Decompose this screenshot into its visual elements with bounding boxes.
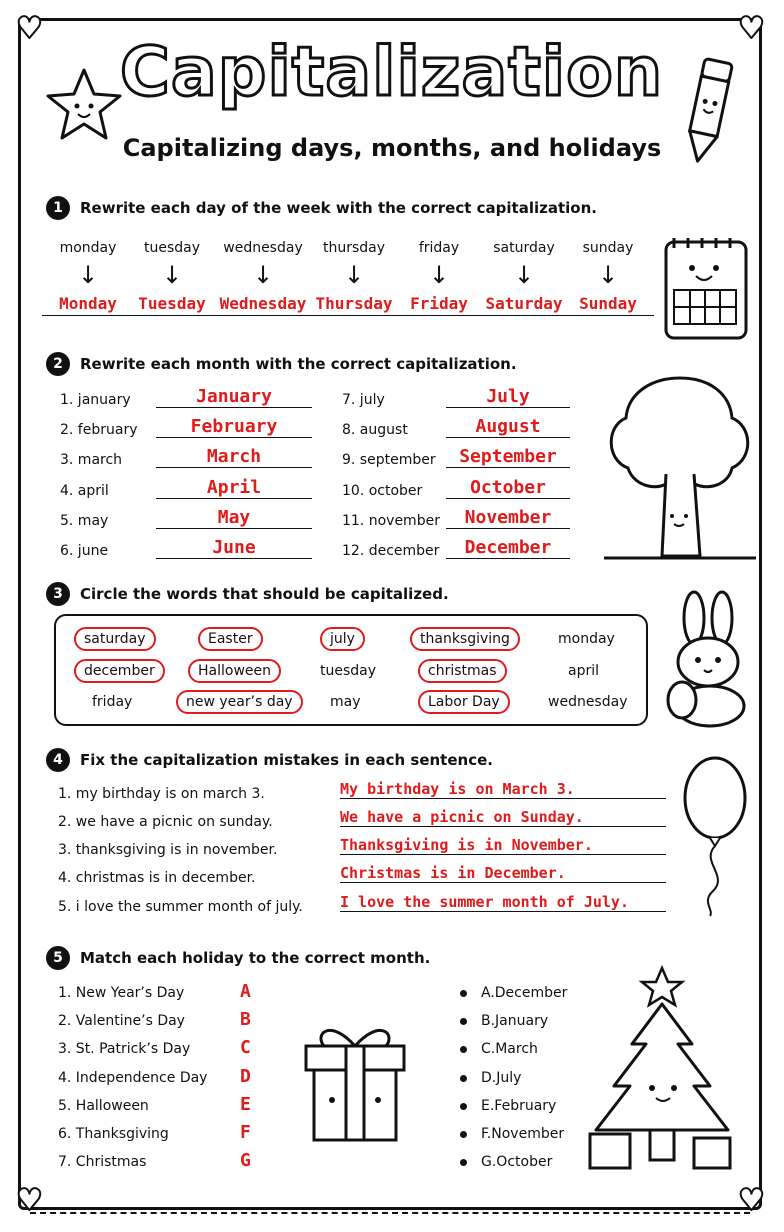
month-question: 2. february <box>60 422 138 438</box>
month-answer: January <box>156 386 312 408</box>
match-letter: C <box>240 1037 251 1058</box>
page-subtitle: Capitalizing days, months, and holidays <box>122 134 662 162</box>
month-question: 4. april <box>60 483 109 499</box>
answer: Sunday <box>562 294 654 316</box>
month-option: B.January <box>460 1013 548 1029</box>
day-item: wednesday ↓ Wednesday <box>213 240 313 316</box>
month-answer: September <box>446 446 570 468</box>
holiday-item: 6. Thanksgiving <box>58 1126 169 1142</box>
month-answer: July <box>446 386 570 408</box>
section-number: 4 <box>46 748 70 772</box>
circled-word: december <box>74 659 165 683</box>
month-question: 5. may <box>60 513 109 529</box>
section-number: 2 <box>46 352 70 376</box>
circled-word: new year’s day <box>176 690 303 714</box>
section-5-header <box>46 946 430 970</box>
circled-word: christmas <box>418 659 507 683</box>
sentence-answer: I love the summer month of July. <box>340 893 666 912</box>
section-2-header <box>46 352 517 376</box>
section-instruction: Match each holiday to the correct month. <box>80 949 431 967</box>
tree-icon <box>600 370 760 566</box>
sentence-answer: Christmas is in December. <box>340 864 666 883</box>
holiday-item: 3. St. Patrick’s Day <box>58 1041 191 1057</box>
word: wednesday <box>548 694 628 710</box>
answer: Tuesday <box>126 294 218 316</box>
sentence-question: 3. thanksgiving is in november. <box>58 842 278 858</box>
month-answer: March <box>156 446 312 468</box>
section-4-header <box>46 748 493 772</box>
day-item: monday ↓ Monday <box>38 240 138 316</box>
bottom-dashed-line <box>30 1212 750 1214</box>
month-question: 11. november <box>342 513 440 529</box>
match-letter: F <box>240 1122 251 1143</box>
heart-icon: ♥ <box>738 11 765 46</box>
section-1-header <box>46 196 597 220</box>
month-option: E.February <box>460 1098 556 1114</box>
sentence-question: 1. my birthday is on march 3. <box>58 786 265 802</box>
calendar-icon <box>658 228 758 344</box>
word: may <box>330 694 361 710</box>
word: friday <box>92 694 133 710</box>
month-option: G.October <box>460 1154 552 1170</box>
month-answer: August <box>446 416 570 438</box>
day-item: thursday ↓ Thursday <box>304 240 404 316</box>
section-number: 3 <box>46 582 70 606</box>
day-item: sunday ↓ Sunday <box>558 240 658 316</box>
month-answer: June <box>156 537 312 559</box>
match-letter: B <box>240 1009 251 1030</box>
month-answer: April <box>156 477 312 499</box>
month-question: 3. march <box>60 452 123 468</box>
month-question: 8. august <box>342 422 408 438</box>
balloon-icon <box>680 752 750 918</box>
holiday-item: 5. Halloween <box>58 1098 149 1114</box>
month-option: A.December <box>460 985 567 1001</box>
holiday-item: 7. Christmas <box>58 1154 147 1170</box>
circled-word: Halloween <box>188 659 281 683</box>
section-number: 1 <box>46 196 70 220</box>
bunny-icon <box>660 590 756 730</box>
section-instruction: Circle the words that should be capitalized. <box>80 585 449 603</box>
heart-icon: ♥ <box>16 1183 43 1218</box>
section-instruction: Rewrite each day of the week with the correct capitalization. <box>80 199 597 217</box>
month-answer: November <box>446 507 570 529</box>
christmas-tree-icon <box>584 964 754 1178</box>
section-instruction: Rewrite each month with the correct capitalization. <box>80 355 517 373</box>
month-answer: December <box>446 537 570 559</box>
circled-word: Labor Day <box>418 690 510 714</box>
circled-word: thanksgiving <box>410 627 520 651</box>
section-3-header <box>46 582 449 606</box>
answer: Saturday <box>478 294 570 316</box>
month-question: 6. june <box>60 543 109 559</box>
month-option: F.November <box>460 1126 564 1142</box>
month-option: D.July <box>460 1070 521 1086</box>
day-item: friday ↓ Friday <box>389 240 489 316</box>
month-answer: February <box>156 416 312 438</box>
word: tuesday <box>320 663 377 679</box>
month-question: 7. july <box>342 392 385 408</box>
circled-word: Easter <box>198 627 263 651</box>
word: monday <box>558 631 615 647</box>
holiday-item: 2. Valentine’s Day <box>58 1013 185 1029</box>
match-letter: G <box>240 1150 251 1171</box>
circled-word: july <box>320 627 365 651</box>
month-question: 1. january <box>60 392 131 408</box>
sentence-answer: Thanksgiving is in November. <box>340 836 666 855</box>
holiday-item: 1. New Year’s Day <box>58 985 185 1001</box>
sentence-question: 4. christmas is in december. <box>58 870 256 886</box>
day-item: tuesday ↓ Tuesday <box>122 240 222 316</box>
sentence-question: 2. we have a picnic on sunday. <box>58 814 273 830</box>
gift-icon <box>290 1000 420 1150</box>
match-letter: D <box>240 1066 251 1087</box>
section-number: 5 <box>46 946 70 970</box>
answer: Wednesday <box>217 294 309 316</box>
month-question: 9. september <box>342 452 436 468</box>
match-letter: E <box>240 1094 251 1115</box>
heart-icon: ♥ <box>16 11 43 46</box>
circled-word: saturday <box>74 627 156 651</box>
answer: Monday <box>42 294 134 316</box>
month-question: 12. december <box>342 543 440 559</box>
month-option: C.March <box>460 1041 538 1057</box>
month-answer: May <box>156 507 312 529</box>
section-instruction: Fix the capitalization mistakes in each sentence. <box>80 751 493 769</box>
heart-icon: ♥ <box>738 1183 765 1218</box>
sentence-answer: We have a picnic on Sunday. <box>340 808 666 827</box>
month-answer: October <box>446 477 570 499</box>
month-question: 10. october <box>342 483 423 499</box>
holiday-item: 4. Independence Day <box>58 1070 208 1086</box>
word: april <box>568 663 600 679</box>
day-item: saturday ↓ Saturday <box>474 240 574 316</box>
page-title: Capitalization <box>120 33 664 112</box>
answer: Thursday <box>308 294 400 316</box>
sentence-answer: My birthday is on March 3. <box>340 780 666 799</box>
match-letter: A <box>240 981 251 1002</box>
answer: Friday <box>393 294 485 316</box>
sentence-question: 5. i love the summer month of july. <box>58 899 303 915</box>
